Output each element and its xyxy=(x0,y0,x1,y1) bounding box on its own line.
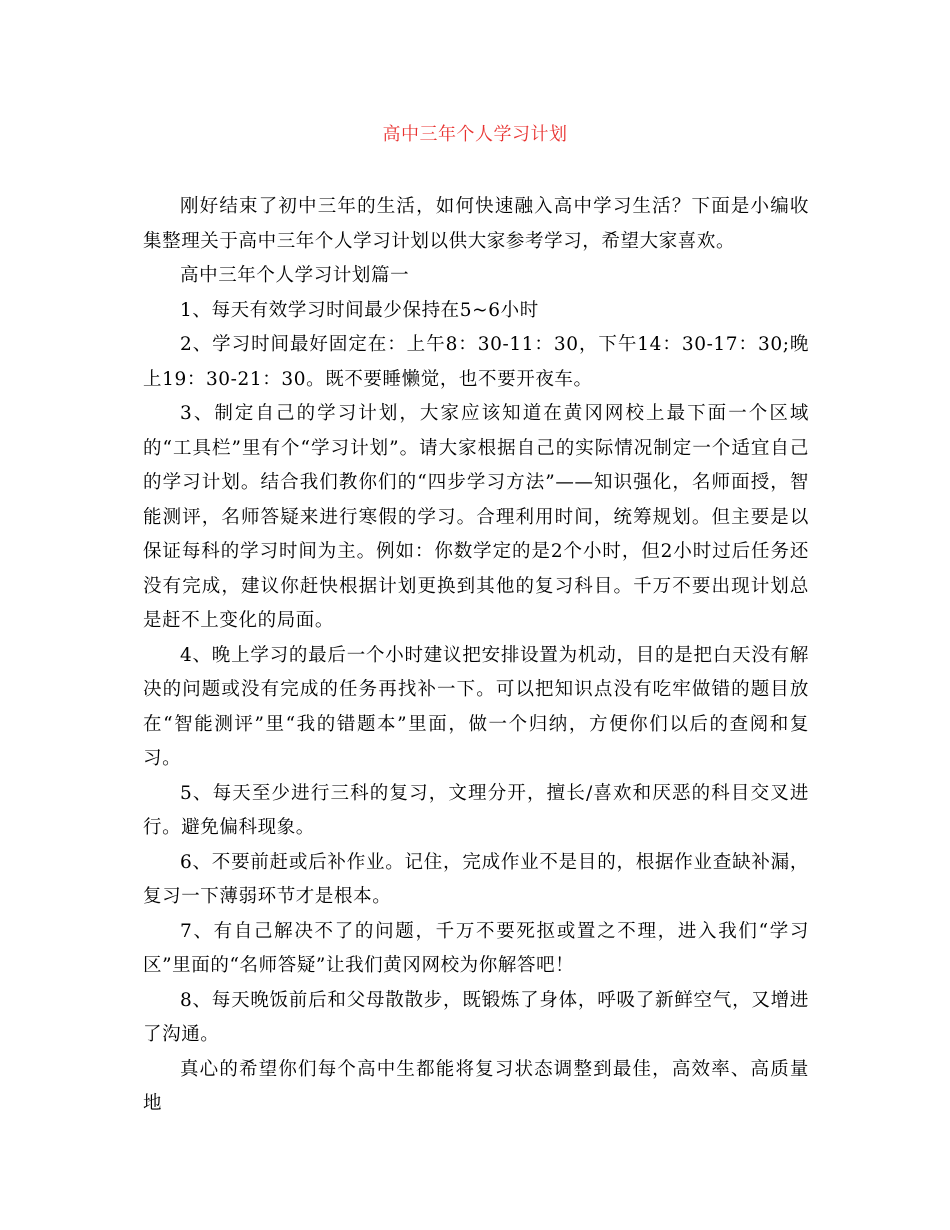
paragraph-closing: 真心的希望你们每个高中生都能将复习状态调整到最佳，高效率、高质量地 xyxy=(143,1058,809,1114)
document-body xyxy=(143,190,809,1122)
section-heading: 高中三年个人学习计划篇一 xyxy=(180,265,410,286)
document-title: 高中三年个人学习计划 xyxy=(382,124,568,145)
paragraph-item-1: 1、每天有效学习时间最少保持在5~6小时 xyxy=(180,299,539,321)
paragraph-item-3: 3、制定自己的学习计划，大家应该知道在黄冈网校上最下面一个区域的“工具栏”里有个“学习计划”。请大家根据自己的实际情况制定一个适宜自己的学习计划。结合我们教你们的“四步学习方法”——知识强化，名师面授，智能测评，名师答疑来进行寒假的学习。合理利用时间，统筹规划。但主要是以保证每科的学习时间为主。例如：你数学定的是2个小时，但2小时过后任务还没有完成，建议你赶快根据计划更换到其他的复习科目。千万不要出现计划总是赶不上变化的局面。 xyxy=(143,403,809,631)
paragraph-item-4: 4、晚上学习的最后一个小时建议把安排设置为机动，目的是把白天没有解决的问题或没有完成的任务再找补一下。可以把知识点没有吃牢做错的题目放在“智能测评”里“我的错题本”里面，做一个归纳，方便你们以后的查阅和复习。 xyxy=(143,644,809,769)
paragraph-item-5: 5、每天至少进行三科的复习，文理分开，擅长/喜欢和厌恶的科目交叉进行。避免偏科现象。 xyxy=(143,782,809,838)
paragraph-intro: 刚好结束了初中三年的生活，如何快速融入高中学习生活？下面是小编收集整理关于高中三年个人学习计划以供大家参考学习，希望大家喜欢。 xyxy=(143,196,809,252)
paragraph-item-6: 6、不要前赶或后补作业。记住，完成作业不是目的，根据作业查缺补漏，复习一下薄弱环节才是根本。 xyxy=(143,851,809,907)
paragraph-item-7: 7、有自己解决不了的问题，千万不要死抠或置之不理，进入我们“学习区”里面的“名师答疑”让我们黄冈网校为你解答吧！ xyxy=(143,920,809,976)
paragraph-item-8: 8、每天晚饭前后和父母散散步，既锻炼了身体，呼吸了新鲜空气，又增进了沟通。 xyxy=(143,989,809,1045)
paragraph-item-2: 2、学习时间最好固定在：上午8：30-11：30，下午14：30-17：30;晚上19：30-21：30。既不要睡懒觉，也不要开夜车。 xyxy=(143,334,809,390)
